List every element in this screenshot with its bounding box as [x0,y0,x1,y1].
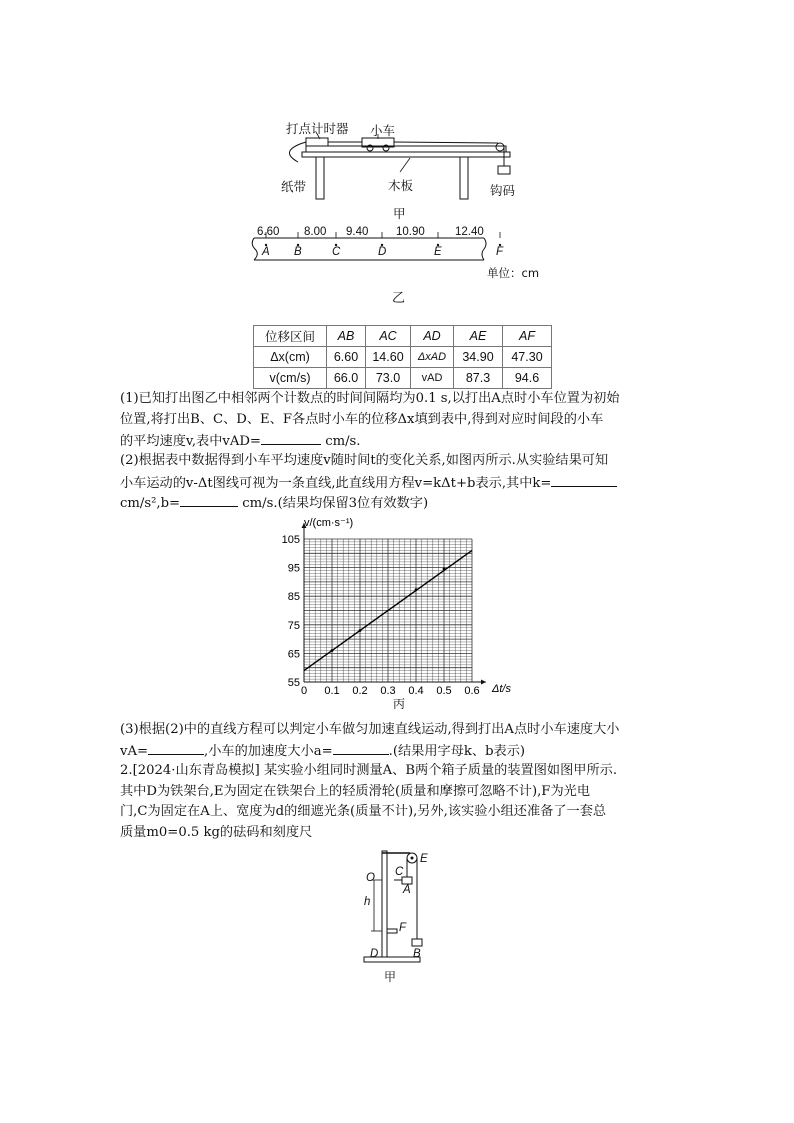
table-v-label: v(cm/s) [254,368,327,389]
velocity-time-chart [280,515,520,705]
label-a: A [403,884,411,896]
table-cell: 34.90 [454,347,503,368]
y-tick-label: 95 [287,562,300,575]
timer-body [306,138,328,146]
board-label: 木板 [388,178,414,193]
x-tick-label: 0.5 [436,685,452,697]
figure-apparatus-caption: 甲 [384,970,397,984]
problem-2-line-3: 门,C为固定在A上、宽度为d的细遮光条(质量不计),另外,该实验小组还准备了一套总 [120,804,607,819]
timer-label: 打点计时器 [286,121,349,136]
data-point [443,567,446,570]
x-tick-label: 0 [300,685,308,697]
q3-text-a: vA= [120,744,149,759]
table-cell-blank: ΔxAD [411,347,454,368]
pulley [496,143,504,151]
data-point [359,629,362,632]
board-top [306,146,506,152]
label-e: E [420,853,428,865]
string [394,142,498,143]
data-table [253,325,552,389]
tape-end [482,238,486,260]
table-cell: 66.0 [327,368,366,389]
answer-blank-k[interactable] [551,472,617,487]
problem-2-line-1: 2.[2024·山东青岛模拟] 某实验小组同时测量A、B两个箱子质量的装置图如图甲所示. [120,763,618,778]
x-tick-label: 0.2 [352,685,368,697]
tape-segment-5: 12.40 [455,226,484,238]
table-cell: 87.3 [454,368,503,389]
chart-x-label: Δt/s [492,683,511,695]
table-cell: 47.30 [503,347,552,368]
label-c: C [395,866,404,878]
tape-segment-1: 6.60 [257,226,280,238]
box-a [402,877,412,884]
table-col-ae: AE [454,326,503,347]
answer-blank-va[interactable] [148,740,204,755]
y-tick-label: 55 [287,677,300,689]
q3-text-c: .(结果用字母k、b表示) [388,744,526,759]
table-col-ac: AC [366,326,411,347]
table-cell: 94.6 [503,368,552,389]
label-b: B [413,948,421,960]
weight-label: 钩码 [490,183,516,198]
tape-point-e: E [434,246,442,258]
tape-segment-3: 9.40 [346,226,369,238]
q2-text-c: cm/s.(结果均保留3位有效数字) [242,496,429,511]
q2-text-a: 小车运动的v-Δt图线可视为一条直线,此直线用方程v=kΔt+b表示,其中k= [120,476,552,491]
question-2-line-1: (2)根据表中数据得到小车平均速度v随时间t的变化关系,如图丙所示.从实验结果可知 [120,453,609,468]
table-row [254,347,552,368]
question-1-line-3 [120,430,360,453]
photogate-f [387,929,397,933]
table-col-ab: AB [327,326,366,347]
tape-point-a: A [262,246,270,258]
table-row [254,368,552,389]
hook-weight [498,166,510,174]
table-cell: 6.60 [327,347,366,368]
tape-point-b: B [294,246,302,258]
tape-point-d: D [378,246,387,258]
table-cell: 73.0 [366,368,411,389]
pulley-axle [411,857,414,860]
table-leg-left [316,157,324,199]
x-tick-label: 0.6 [464,685,480,697]
figure-yi-caption: 乙 [392,291,406,306]
x-axis-arrow [481,680,486,685]
board-bottom [302,152,510,157]
problem-2-line-2: 其中D为铁架台,E为固定在铁架台上的轻质滑轮(质量和摩擦可忽略不计),F为光电 [120,784,591,799]
problem-2-line-4: 质量m0=0.5 kg的砝码和刻度尺 [120,825,313,840]
label-o: O [366,872,375,884]
data-point [415,588,418,591]
y-tick-label: 65 [287,648,300,661]
q1-text-b: cm/s. [325,434,361,449]
label-d: D [370,948,379,960]
table-row [254,326,552,347]
answer-blank-vad[interactable] [261,430,321,445]
label-f: F [399,922,407,934]
table-col-af: AF [503,326,552,347]
figure-jia-caption: 甲 [393,206,406,221]
chart-y-label: v/(cm·s⁻¹) [304,517,354,529]
tape-point-f: F [496,246,504,258]
table-cell-blank: vAD [411,368,454,389]
tape-label: 纸带 [281,179,307,194]
cart-label: 小车 [370,123,396,138]
box-b [412,939,422,946]
y-tick-label: 105 [281,534,300,546]
question-1-line-2: 位置,将打出B、C、D、E、F各点时小车的位移Δx填到表中,得到对应时间段的小车 [120,412,604,427]
table-header-label: 位移区间 [254,326,327,347]
q2-text-b: cm/s²,b= [120,496,181,511]
table-leg-right [460,157,468,199]
x-tick-label: 0.3 [380,685,396,697]
table-cell: 14.60 [366,347,411,368]
q3-text-b: ,小车的加速度大小a= [204,744,333,759]
tape-outline [252,238,484,260]
table-dx-label: Δx(cm) [254,347,327,368]
chart-caption: 丙 [393,697,406,711]
tape-unit-label: 单位：cm [487,266,540,280]
tape-segment-2: 8.00 [304,226,327,238]
answer-blank-b[interactable] [180,492,238,507]
question-2-line-3 [120,492,428,515]
tape-point-c: C [332,246,341,258]
data-point [331,649,334,652]
question-3-line-1: (3)根据(2)中的直线方程可以判定小车做匀加速直线运动,得到打出A点时小车速度大小 [120,722,620,737]
question-1-line-1: (1)已知打出图乙中相邻两个计数点的时间间隔均为0.1 s,以打出A点时小车位置为初始 [120,391,620,406]
x-tick-label: 0.4 [408,685,424,697]
tape-segment-4: 10.90 [396,226,425,238]
stand-pole [382,851,387,957]
label-h: h [364,896,371,908]
leader-line [400,158,410,172]
table-col-ad: AD [411,326,454,347]
q1-text-a: 的平均速度v,表中vAD= [120,434,261,449]
x-tick-label: 0.1 [324,685,340,697]
y-tick-label: 85 [287,591,300,604]
question-3-line-2 [120,740,525,763]
y-tick-label: 75 [287,619,300,632]
answer-blank-a[interactable] [333,740,389,755]
